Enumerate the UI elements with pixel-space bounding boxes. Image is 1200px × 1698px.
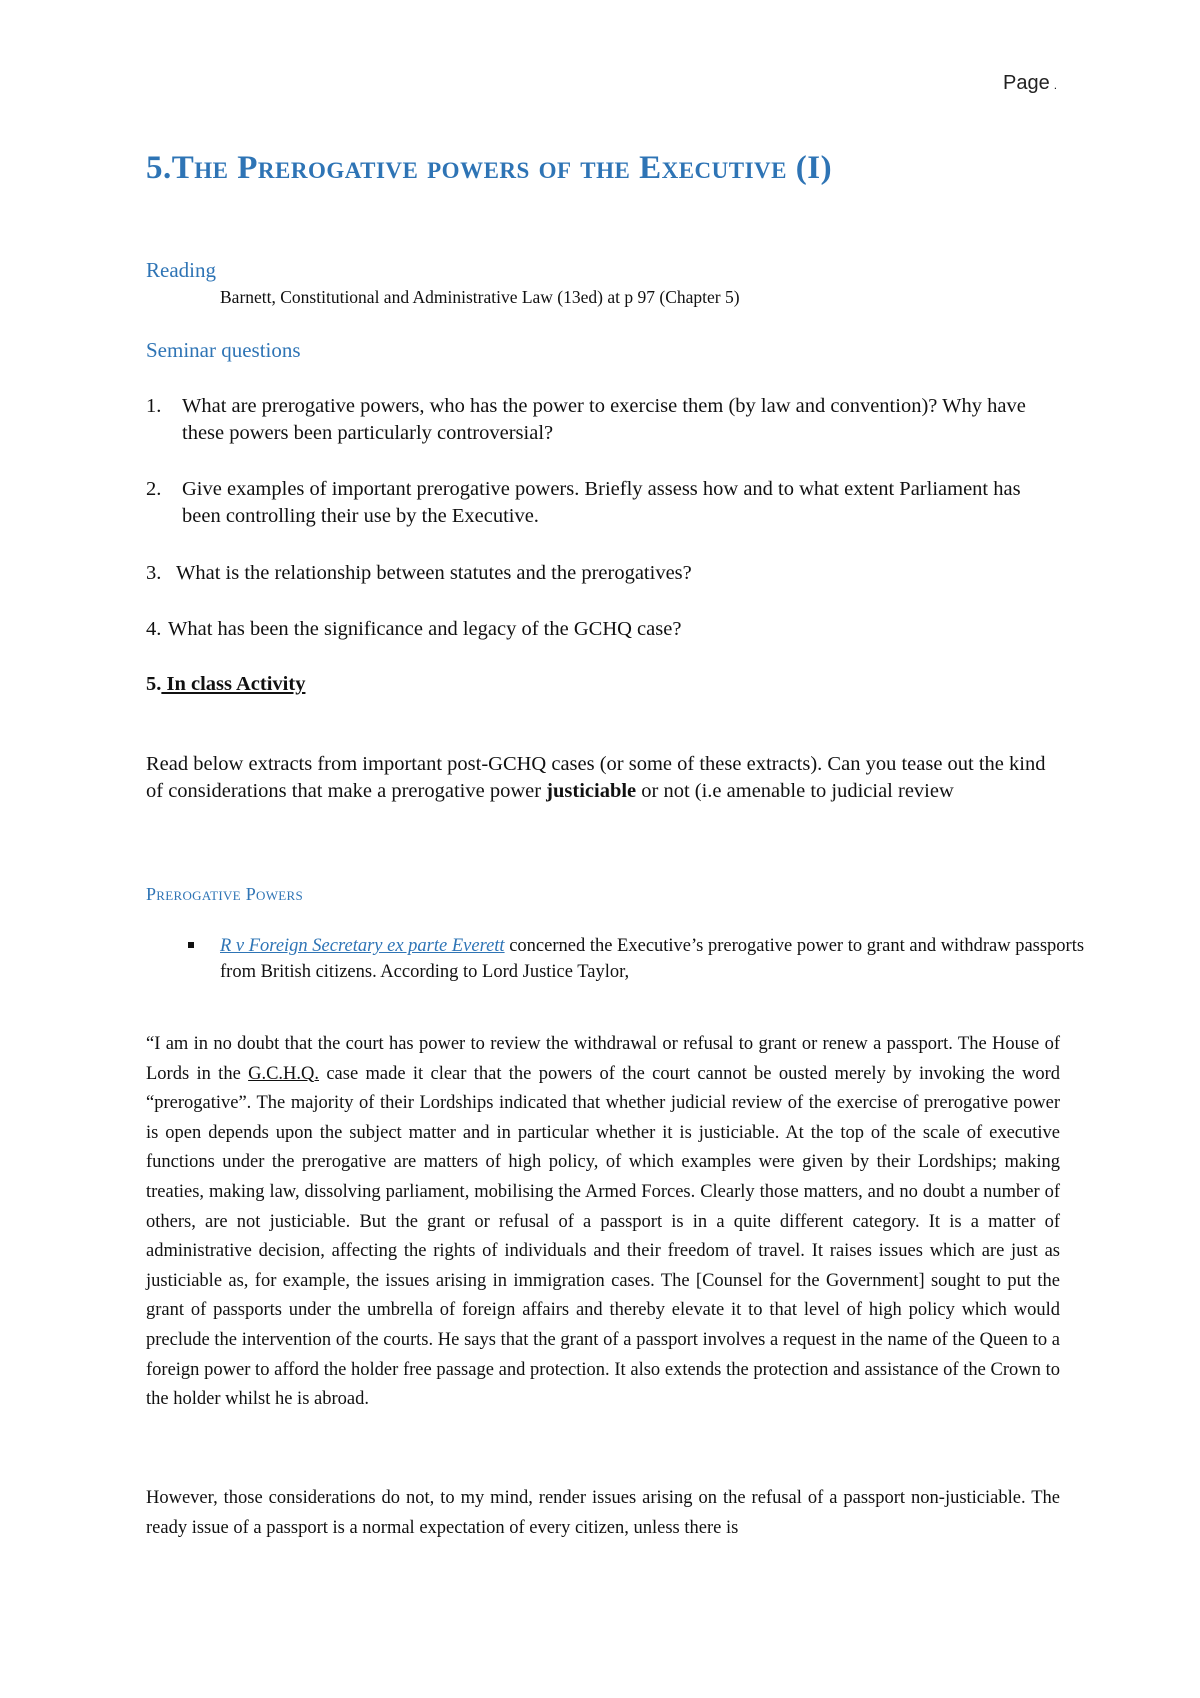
section-heading: Prerogative Powers [146,884,304,904]
question-number: 1. [146,395,162,417]
bullet-square-icon [188,942,194,948]
activity-heading: 5. In class Activity [146,673,306,695]
case-bullet: R v Foreign Secretary ex parte Everett concerned the Executive’s prerogative power to grant and withdraw passports from British citizens. According to Lord Justice Taylor, [188,933,1100,985]
reading-heading: Reading [146,258,216,282]
reading-reference: Barnett, Constitutional and Administrative Law (13ed) at p 97 (Chapter 5) [220,287,740,307]
question-number: 2. [146,478,162,500]
question-number: 4. [146,618,162,640]
seminar-question-4 [146,616,1046,643]
seminar-question-1 [146,393,1046,447]
question-text: What is the relationship between statutes and the prerogatives? [176,562,692,584]
page-number: Page . [1003,72,1058,94]
activity-intro: Read below extracts from important post-GCHQ cases (or some of these extracts). Can you tease out the kind of considerations that make a prerogative power justiciable or not (i.e amenable to judicial review [146,753,1046,802]
case-link-everett[interactable]: R v Foreign Secretary ex parte Everett [220,936,505,956]
quote-paragraph-2: However, those considerations do not, to my mind, render issues arising on the refusal of a passport non-justiciable. The ready issue of a passport is a normal expectation of every citizen, unless there is [146,1488,1060,1538]
quote-paragraph-1: “I am in no doubt that the court has power to review the withdrawal or refusal to grant or renew a passport. The House of Lords in the G.C.H.Q. case made it clear that the powers of the court cannot be ousted merely by invoking the word “prerogative”. The majority of their Lordships indicated that whether judicial review of the exercise of prerogative power is open depends upon the subject matter and in particular whether it is justiciable. At the top of the scale of executive functions under the prerogative are matters of high policy, of which examples were given by their Lordships; making treaties, making law, dissolving parliament, mobilising the Armed Forces. Clearly those matters, and no doubt a number of others, are not justiciable. But the grant or refusal of a passport is in a quite different category. It is a matter of administrative decision, affecting the rights of individuals and their freedom of travel. It raises issues which are just as justiciable as, for example, the issues arising in immigration cases. The [Counsel for the Government] sought to put the grant of passports under the umbrella of foreign affairs and thereby elevate it to that level of high policy which would preclude the intervention of the courts. He says that the grant of a passport involves a request in the name of the Queen to a foreign power to afford the holder free passage and protection. It also extends the protection and assistance of the Crown to the holder whilst he is abroad. [146,1034,1060,1410]
page-title: 5.The Prerogative powers of the Executive (I) [146,150,833,186]
seminar-question-2 [146,476,1046,530]
seminar-heading: Seminar questions [146,338,301,362]
question-number: 3. [146,562,162,584]
page-mark: . [1053,78,1058,92]
question-text: What are prerogative powers, who has the power to exercise them (by law and convention)? Why have these powers been particularly controversial? [182,395,1026,444]
question-text: What has been the significance and legacy of the GCHQ case? [168,618,682,640]
question-text: Give examples of important prerogative powers. Briefly assess how and to what extent Parliament has been controlling their use by the Executive. [182,478,1021,527]
justiciable-emphasis: justiciable [546,780,637,802]
seminar-question-3 [146,560,1046,587]
gchq-reference: G.C.H.Q. [248,1063,320,1084]
